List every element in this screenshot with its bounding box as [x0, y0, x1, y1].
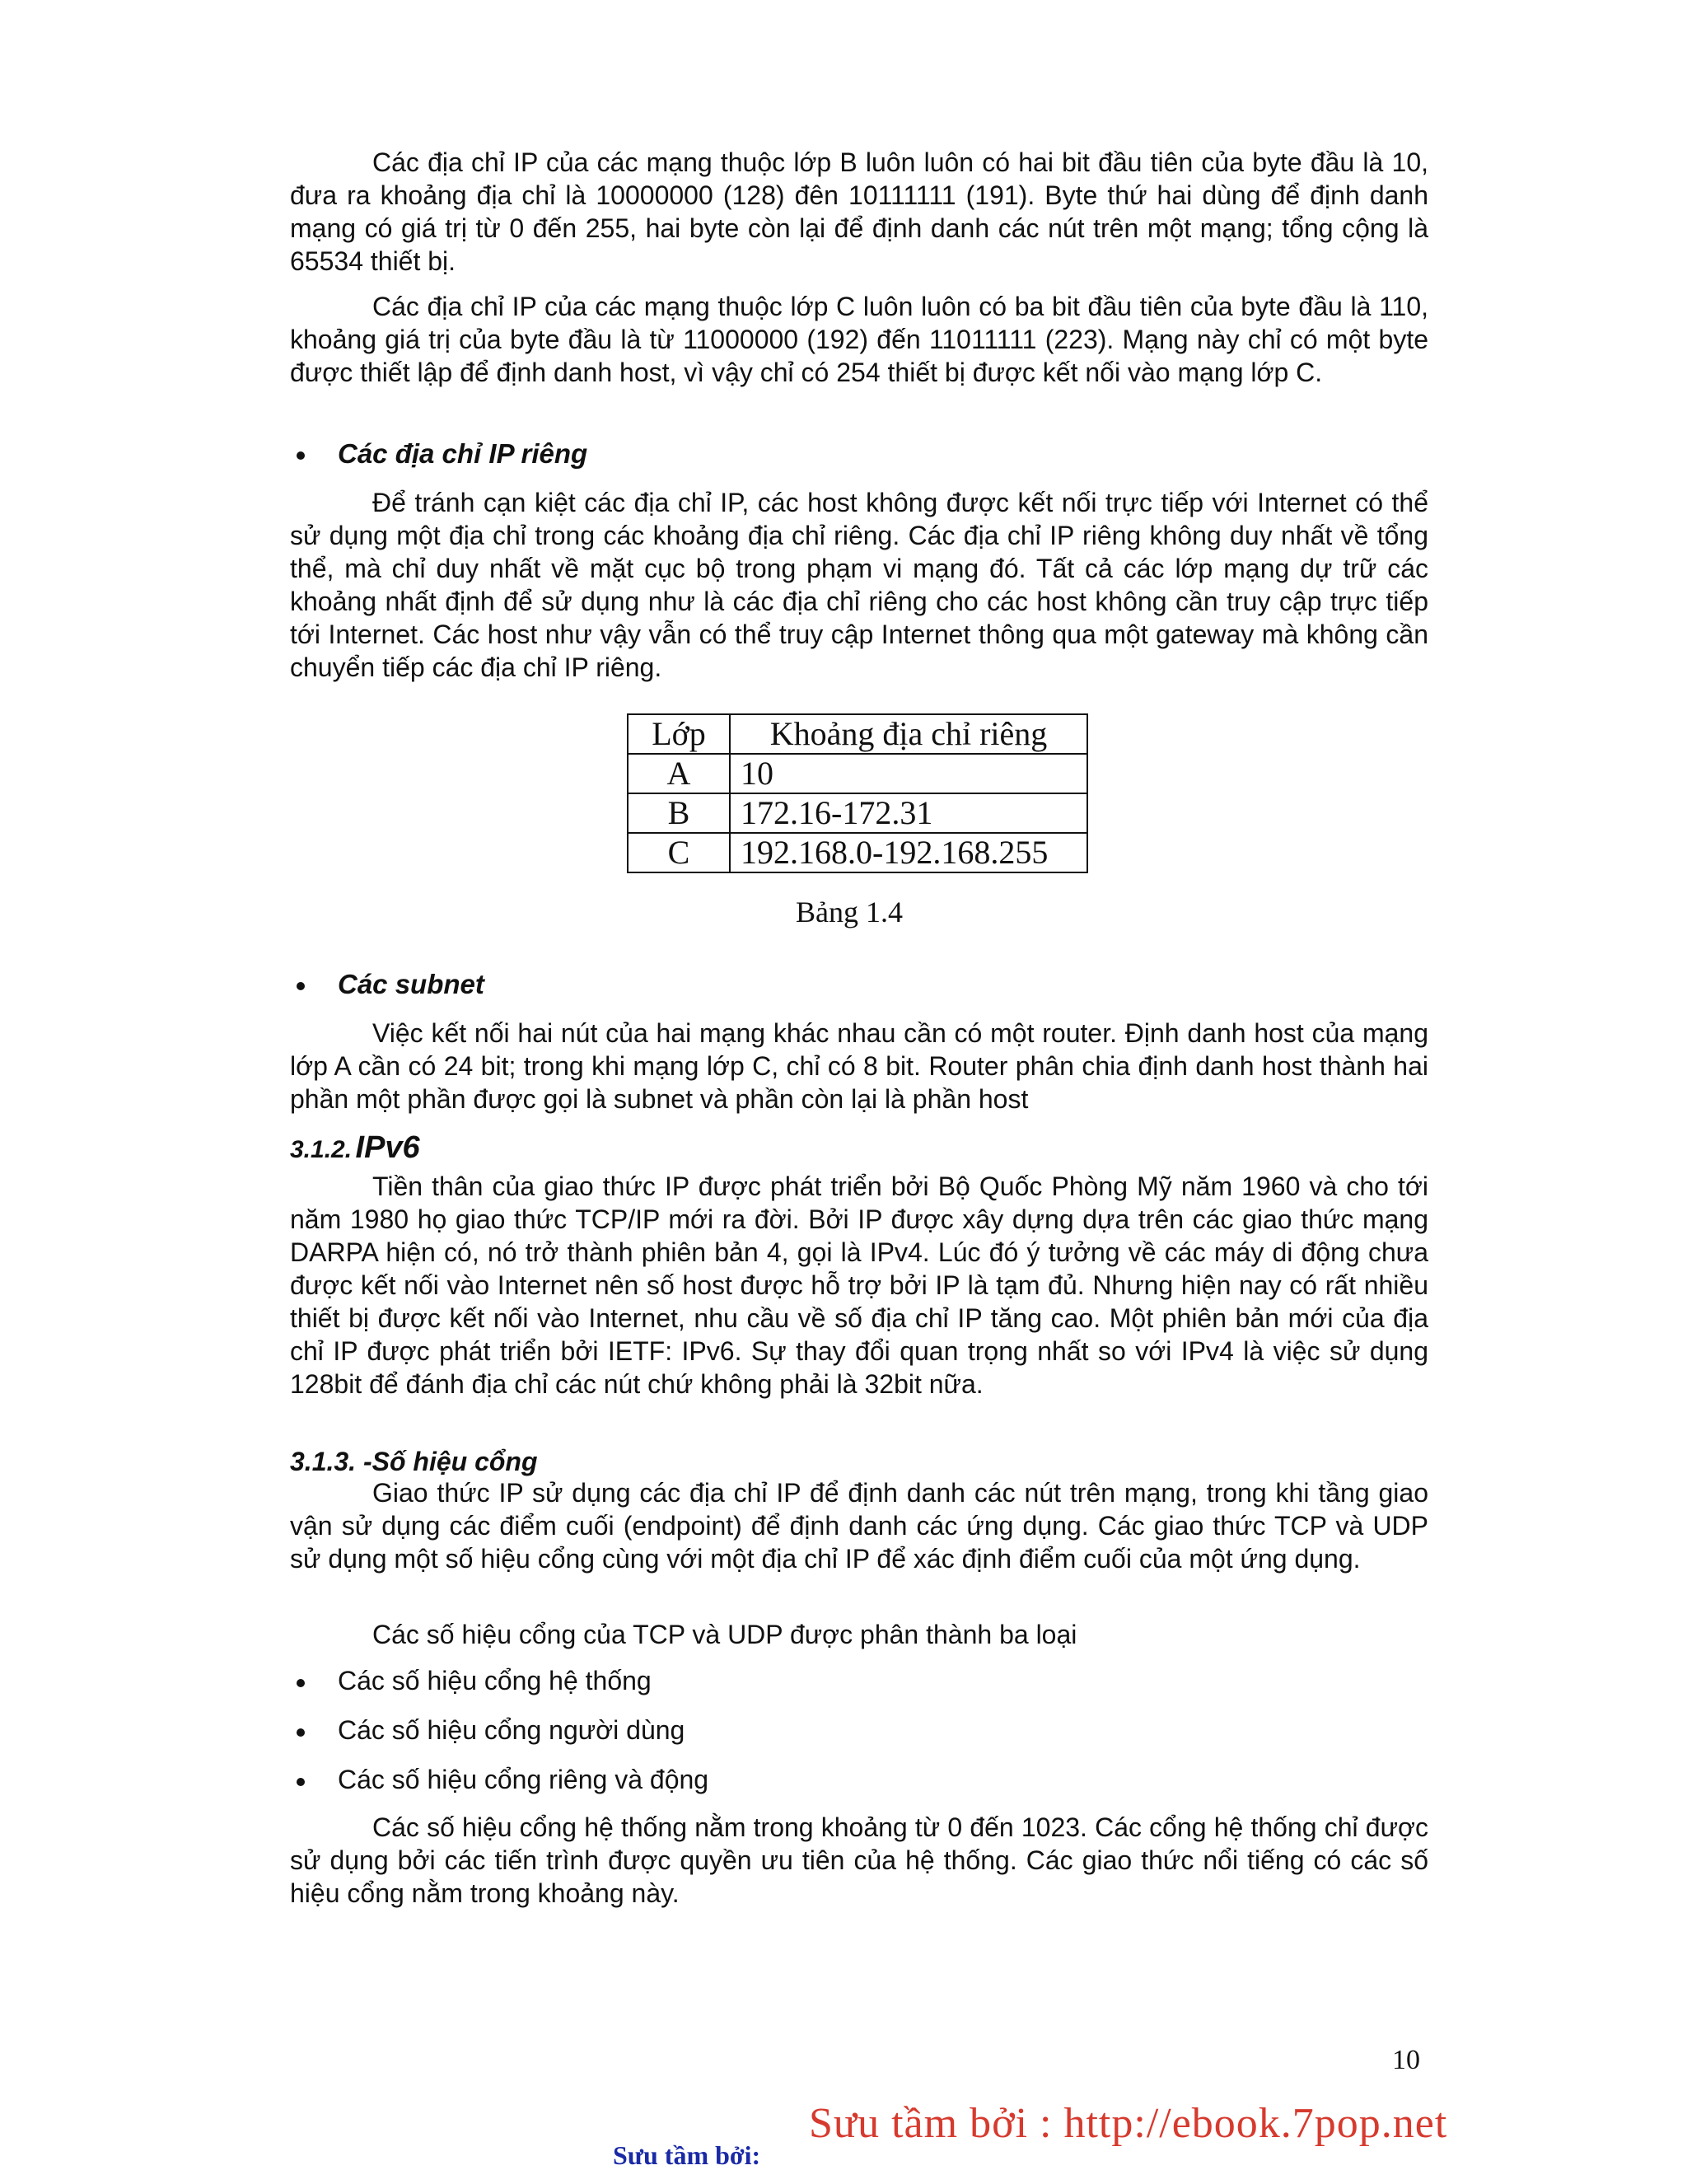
paragraph-text: Tiền thân của giao thức IP được phát triển bởi Bộ Quốc Phòng Mỹ năm 1960 và cho tới năm 1980 họ giao thức TCP/IP mới ra đời. Bởi IP được xây dựng dựa trên các giao thức mạng DARPA hiện có, nó trở thành phiên bản 4, gọi là IPv4. Lúc đó ý tưởng về các máy di động chưa được kết nối vào Internet nên số host được hỗ trợ bởi IP là tạm đủ. Nhưng hiện nay có rất nhiều thiết bị được kết nối vào Internet, nhu cầu về số địa chỉ IP tăng cao. Một phiên bản mới của địa chỉ IP được phát triển bởi IETF: IPv6. Sự thay đổi quan trọng nhất so với IPv4 là việc sử dụng 128bit để đánh địa chỉ các nút chứ không phải là 32bit nữa.	[290, 1172, 1428, 1399]
paragraph-system-ports	[290, 1811, 1428, 1910]
bullet-icon	[297, 1679, 305, 1687]
list-item	[338, 1765, 708, 1795]
heading-subnets	[338, 969, 484, 1000]
section-heading-ports	[290, 1447, 538, 1477]
paragraph-subnet	[290, 1017, 1428, 1115]
list-item-text: Các số hiệu cổng hệ thống	[338, 1666, 652, 1695]
private-range-table	[627, 713, 1088, 873]
section-title: -Số hiệu cổng	[362, 1447, 538, 1476]
paragraph-text: Việc kết nối hai nút của hai mạng khác nhau cần có một router. Định danh host của mạng lớp A cần có 24 bit; trong khi mạng lớp C, chỉ có 8 bit. Router phân chia định danh host thành hai phần một phần được gọi là subnet và phần còn lại là phần host	[290, 1018, 1428, 1114]
section-title: IPv6	[355, 1130, 420, 1165]
bullet-icon	[297, 982, 305, 990]
page-number: 10	[1392, 2045, 1420, 2075]
paragraph-ports	[290, 1476, 1428, 1575]
table-row	[628, 793, 1087, 833]
list-item	[338, 1666, 652, 1696]
heading-text: Các subnet	[338, 969, 484, 999]
paragraph-text: Các số hiệu cổng của TCP và UDP được phân thành ba loại	[372, 1620, 1077, 1649]
heading-private-ip	[338, 438, 587, 470]
paragraph-text: Giao thức IP sử dụng các địa chỉ IP để định danh các nút trên mạng, trong khi tầng giao vận sử dụng các điểm cuối (endpoint) để định danh các ứng dụng. Các giao thức TCP và UDP sử dụng một số hiệu cổng cùng với một địa chỉ IP để xác định điểm cuối của một ứng dụng.	[290, 1478, 1428, 1574]
watermark-text: Sưu tầm bởi : http://ebook.7pop.net	[809, 2100, 1448, 2147]
bullet-icon	[297, 1778, 305, 1786]
bullet-icon	[297, 451, 305, 460]
bullet-icon	[297, 1728, 305, 1737]
table-row	[628, 833, 1087, 872]
section-heading-ipv6	[290, 1130, 420, 1166]
table-cell: A	[628, 754, 730, 793]
table-header-cell: Khoảng địa chỉ riêng	[730, 714, 1087, 754]
paragraph-class-b	[290, 146, 1428, 278]
paragraph-text: Các địa chỉ IP của các mạng thuộc lớp B luôn luôn có hai bit đầu tiên của byte đầu là 10, đưa ra khoảng địa chỉ là 10000000 (128) đên 10111111 (191). Byte thứ hai dùng để định danh mạng có giá trị từ 0 đến 255, hai byte còn lại để định danh các nút trên một mạng; tổng cộng là 65534 thiết bị.	[290, 147, 1428, 276]
table-header-cell: Lớp	[628, 714, 730, 754]
list-item	[338, 1715, 685, 1746]
paragraph-text: Các địa chỉ IP của các mạng thuộc lớp C luôn luôn có ba bit đầu tiên của byte đầu là 110, khoảng giá trị của byte đầu là từ 11000000 (192) đến 11011111 (223). Mạng này chỉ có một byte được thiết lập để định danh host, vì vậy chỉ có 254 thiết bị được kết nối vào mạng lớp C.	[290, 292, 1428, 387]
table-cell: 192.168.0-192.168.255	[730, 833, 1087, 872]
paragraph-text: Để tránh cạn kiệt các địa chỉ IP, các host không được kết nối trực tiếp với Internet có thể sử dụng một địa chỉ trong các khoảng địa chỉ riêng. Các địa chỉ IP riêng không duy nhất về tổng thể, mà chỉ duy nhất về mặt cục bộ trong phạm vi mạng đó. Tất cả các lớp mạng dự trữ các khoảng nhất định để sử dụng như là các địa chỉ riêng cho các host không cần truy cập trực tiếp tới Internet. Các host như vậy vẫn có thể truy cập Internet thông qua một gateway mà không cần chuyển tiếp các địa chỉ IP riêng.	[290, 488, 1428, 682]
table-row	[628, 754, 1087, 793]
paragraph-class-c	[290, 290, 1428, 389]
paragraph-ipv6	[290, 1170, 1428, 1401]
paragraph-port-types-intro	[290, 1618, 1428, 1651]
paragraph-text: Các số hiệu cổng hệ thống nằm trong khoảng từ 0 đến 1023. Các cổng hệ thống chỉ được sử dụng bởi các tiến trình được quyền ưu tiên của hệ thống. Các giao thức nổi tiếng có các số hiệu cổng nằm trong khoảng này.	[290, 1812, 1428, 1908]
section-number: 3.1.2.	[290, 1136, 353, 1163]
paragraph-private	[290, 486, 1428, 684]
table-cell: B	[628, 793, 730, 833]
section-number: 3.1.3.	[290, 1447, 357, 1476]
table-caption: Bảng 1.4	[796, 896, 903, 928]
table-cell: 172.16-172.31	[730, 793, 1087, 833]
table-header-row	[628, 714, 1087, 754]
table-cell: C	[628, 833, 730, 872]
table-cell: 10	[730, 754, 1087, 793]
list-item-text: Các số hiệu cổng người dùng	[338, 1715, 685, 1745]
collected-by-label: Sưu tầm bởi:	[613, 2140, 761, 2170]
heading-text: Các địa chỉ IP riêng	[338, 438, 588, 469]
list-item-text: Các số hiệu cổng riêng và động	[338, 1765, 709, 1794]
